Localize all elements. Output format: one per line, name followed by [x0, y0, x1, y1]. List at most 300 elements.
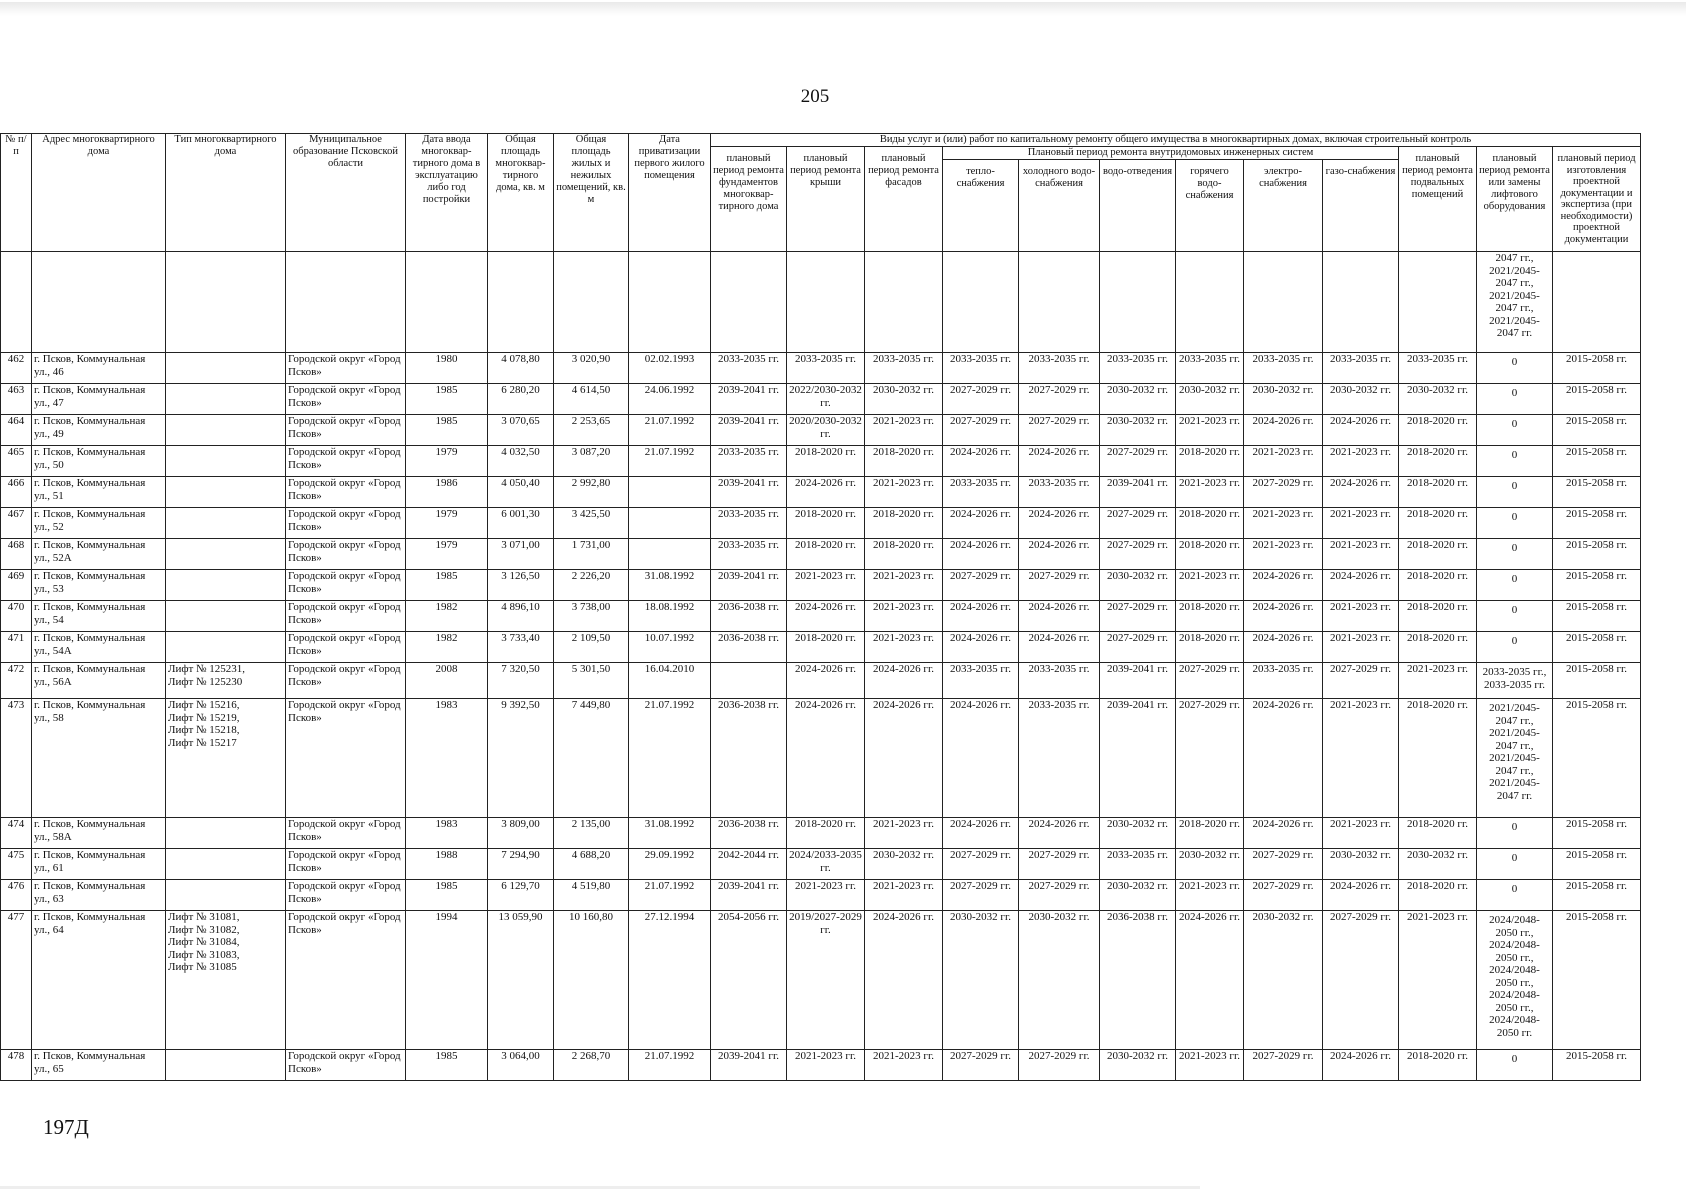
drain-period-cell: 2027-2029 гг. — [1100, 632, 1176, 663]
privatization-cell — [629, 477, 711, 508]
roof-period-cell: 2024-2026 гг. — [787, 663, 865, 699]
living-area-cell: 2 109,50 — [554, 632, 629, 663]
lift-period-cell — [1477, 818, 1553, 849]
address-cell: г. Псков, Коммунальная ул., 46 — [32, 353, 166, 384]
living-area-cell: 5 301,50 — [554, 663, 629, 699]
living-area-cell: 2 135,00 — [554, 818, 629, 849]
facade-period-cell: 2021-2023 гг. — [865, 818, 943, 849]
facade-period-cell: 2018-2020 гг. — [865, 539, 943, 570]
lift-period-cell — [1477, 601, 1553, 632]
living-area-cell: 3 020,90 — [554, 353, 629, 384]
address-cell: г. Псков, Коммунальная ул., 65 — [32, 1050, 166, 1081]
basement-period-cell: 2018-2020 гг. — [1399, 880, 1477, 911]
heat-period-cell: 2024-2026 гг. — [943, 508, 1019, 539]
drain-period-cell: 2030-2032 гг. — [1100, 570, 1176, 601]
lift-period-cell — [1477, 353, 1553, 384]
empty-cell — [943, 252, 1019, 353]
foundation-period-cell: 2033-2035 гг. — [711, 353, 787, 384]
empty-cell — [1, 252, 32, 353]
drain-period-cell: 2027-2029 гг. — [1100, 601, 1176, 632]
foundation-period-cell: 2036-2038 гг. — [711, 818, 787, 849]
cold-period-cell: 2024-2026 гг. — [1019, 601, 1100, 632]
empty-cell — [406, 252, 488, 353]
empty-cell — [1019, 252, 1100, 353]
cold-period-cell: 2024-2026 гг. — [1019, 818, 1100, 849]
privatization-cell: 31.08.1992 — [629, 570, 711, 601]
table-row — [1, 880, 1641, 911]
lift-period-cell — [1477, 446, 1553, 477]
address-cell: г. Псков, Коммунальная ул., 61 — [32, 849, 166, 880]
hot-period-cell: 2027-2029 гг. — [1176, 663, 1244, 699]
table-row — [1, 818, 1641, 849]
row-number: 466 — [1, 477, 32, 508]
privatization-cell: 27.12.1994 — [629, 911, 711, 1050]
gas-period-cell: 2021-2023 гг. — [1323, 446, 1399, 477]
row-number: 472 — [1, 663, 32, 699]
design-period-cell: 2015-2058 гг. — [1553, 699, 1641, 818]
roof-period-cell: 2020/2030-2032 гг. — [787, 415, 865, 446]
lift-period-cell — [1477, 849, 1553, 880]
date-built-cell: 1979 — [406, 508, 488, 539]
header-systems-title: Плановый период ремонта внутридомовых инженерных систем — [943, 147, 1399, 160]
total-area-cell: 4 032,50 — [488, 446, 554, 477]
date-built-cell: 1994 — [406, 911, 488, 1050]
table-body — [1, 252, 1641, 1081]
address-cell: г. Псков, Коммунальная ул., 58 — [32, 699, 166, 818]
cold-period-cell: 2027-2029 гг. — [1019, 880, 1100, 911]
date-built-cell: 1985 — [406, 880, 488, 911]
row-number: 469 — [1, 570, 32, 601]
table-row — [1, 446, 1641, 477]
drain-period-cell: 2030-2032 гг. — [1100, 1050, 1176, 1081]
type-cell — [166, 353, 286, 384]
drain-period-cell: 2033-2035 гг. — [1100, 353, 1176, 384]
lift-period-line: 2021/2045-2047 гг., — [1489, 702, 1540, 727]
type-cell — [166, 849, 286, 880]
elec-period-cell: 2027-2029 гг. — [1244, 880, 1323, 911]
basement-period-cell: 2018-2020 гг. — [1399, 1050, 1477, 1081]
living-area-cell: 4 519,80 — [554, 880, 629, 911]
type-cell — [166, 570, 286, 601]
cold-period-cell: 2027-2029 гг. — [1019, 384, 1100, 415]
lift-period-cell — [1477, 415, 1553, 446]
lift-period-line: 2024/2048-2050 гг., — [1489, 964, 1540, 989]
table-row — [1, 384, 1641, 415]
row-number: 470 — [1, 601, 32, 632]
address-cell: г. Псков, Коммунальная ул., 63 — [32, 880, 166, 911]
foundation-period-cell: 2036-2038 гг. — [711, 632, 787, 663]
lift-id: Лифт № 31085 — [168, 961, 237, 973]
design-period-cell: 2015-2058 гг. — [1553, 849, 1641, 880]
empty-cell — [629, 252, 711, 353]
living-area-cell: 4 614,50 — [554, 384, 629, 415]
lift-period-line: 2021/2045-2047 гг., — [1489, 752, 1540, 777]
privatization-cell: 21.07.1992 — [629, 880, 711, 911]
total-area-cell: 9 392,50 — [488, 699, 554, 818]
row-number: 468 — [1, 539, 32, 570]
municipality-cell: Городской округ «Город Псков» — [286, 508, 406, 539]
date-built-cell: 1982 — [406, 601, 488, 632]
privatization-cell: 21.07.1992 — [629, 699, 711, 818]
design-period-cell: 2015-2058 гг. — [1553, 415, 1641, 446]
hot-period-cell: 2018-2020 гг. — [1176, 539, 1244, 570]
address-cell: г. Псков, Коммунальная ул., 53 — [32, 570, 166, 601]
total-area-cell: 3 809,00 — [488, 818, 554, 849]
table-row — [1, 415, 1641, 446]
header-municipality: Муниципальное образование Псковской области — [286, 134, 406, 252]
empty-cell — [554, 252, 629, 353]
empty-cell — [1100, 252, 1176, 353]
facade-period-cell: 2024-2026 гг. — [865, 699, 943, 818]
facade-period-cell: 2021-2023 гг. — [865, 570, 943, 601]
address-cell: г. Псков, Коммунальная ул., 49 — [32, 415, 166, 446]
drain-period-cell: 2030-2032 гг. — [1100, 384, 1176, 415]
hot-period-cell: 2021-2023 гг. — [1176, 477, 1244, 508]
elec-period-cell: 2030-2032 гг. — [1244, 911, 1323, 1050]
table-row — [1, 601, 1641, 632]
address-cell: г. Псков, Коммунальная ул., 54 — [32, 601, 166, 632]
cold-period-cell: 2024-2026 гг. — [1019, 539, 1100, 570]
empty-cell — [1244, 252, 1323, 353]
hot-period-cell: 2033-2035 гг. — [1176, 353, 1244, 384]
roof-period-cell: 2019/2027-2029 гг. — [787, 911, 865, 1050]
basement-period-cell: 2018-2020 гг. — [1399, 818, 1477, 849]
basement-period-cell: 2018-2020 гг. — [1399, 699, 1477, 818]
lift-period-cell — [1477, 570, 1553, 601]
row-number: 467 — [1, 508, 32, 539]
address-cell: г. Псков, Коммунальная ул., 58А — [32, 818, 166, 849]
design-period-cell: 2015-2058 гг. — [1553, 446, 1641, 477]
municipality-cell: Городской округ «Город Псков» — [286, 384, 406, 415]
date-built-cell: 1983 — [406, 818, 488, 849]
address-cell: г. Псков, Коммунальная ул., 64 — [32, 911, 166, 1050]
header-heat: тепло-снабжения — [943, 160, 1019, 252]
lift-period-line: 0 — [1511, 604, 1518, 616]
roof-period-cell: 2024-2026 гг. — [787, 601, 865, 632]
foundation-period-cell — [711, 663, 787, 699]
row-number: 463 — [1, 384, 32, 415]
elec-period-cell: 2024-2026 гг. — [1244, 818, 1323, 849]
lift-period-line: 0 — [1511, 511, 1518, 523]
privatization-cell: 21.07.1992 — [629, 1050, 711, 1081]
roof-period-cell: 2024-2026 гг. — [787, 477, 865, 508]
municipality-cell: Городской округ «Город Псков» — [286, 477, 406, 508]
facade-period-cell: 2018-2020 гг. — [865, 446, 943, 477]
basement-period-cell: 2021-2023 гг. — [1399, 911, 1477, 1050]
basement-period-cell: 2033-2035 гг. — [1399, 353, 1477, 384]
total-area-cell: 4 896,10 — [488, 601, 554, 632]
elec-period-cell: 2024-2026 гг. — [1244, 570, 1323, 601]
type-cell — [166, 1050, 286, 1081]
header-hot-water: горячего водо-снабжения — [1176, 160, 1244, 252]
lift-line: 2021/2045-2047 гг., — [1489, 289, 1540, 314]
date-built-cell: 1986 — [406, 477, 488, 508]
header-address: Адрес многоквартирного дома — [32, 134, 166, 252]
heat-period-cell: 2027-2029 гг. — [943, 849, 1019, 880]
address-cell: г. Псков, Коммунальная ул., 50 — [32, 446, 166, 477]
header-lift: плановый период ремонта или замены лифтового оборудования — [1477, 147, 1553, 252]
lift-id: Лифт № 31083, — [168, 948, 240, 961]
foundation-period-cell: 2036-2038 гг. — [711, 699, 787, 818]
address-cell: г. Псков, Коммунальная ул., 54А — [32, 632, 166, 663]
repair-program-table — [0, 133, 1641, 1081]
header-gas: газо-снабжения — [1323, 160, 1399, 252]
type-cell — [166, 880, 286, 911]
total-area-cell: 7 320,50 — [488, 663, 554, 699]
privatization-cell — [629, 539, 711, 570]
privatization-cell: 02.02.1993 — [629, 353, 711, 384]
roof-period-cell: 2018-2020 гг. — [787, 539, 865, 570]
gas-period-cell: 2033-2035 гг. — [1323, 353, 1399, 384]
hot-period-cell: 2027-2029 гг. — [1176, 699, 1244, 818]
header-date-built: Дата ввода многоквар-тирного дома в эксплуатацию либо год постройки — [406, 134, 488, 252]
living-area-cell: 2 268,70 — [554, 1050, 629, 1081]
privatization-cell: 21.07.1992 — [629, 446, 711, 477]
drain-period-cell: 2039-2041 гг. — [1100, 477, 1176, 508]
header-group-title: Виды услуг и (или) работ по капитальному ремонту общего имущества в многоквартирных домах, включая строительный контроль — [711, 134, 1641, 147]
elec-period-cell: 2024-2026 гг. — [1244, 699, 1323, 818]
hot-period-cell: 2018-2020 гг. — [1176, 632, 1244, 663]
elec-period-cell: 2024-2026 гг. — [1244, 632, 1323, 663]
lift-period-cell — [1477, 539, 1553, 570]
gas-period-cell: 2027-2029 гг. — [1323, 911, 1399, 1050]
facade-period-cell: 2033-2035 гг. — [865, 353, 943, 384]
lift-period-line: 0 — [1511, 852, 1518, 864]
lift-period-line: 0 — [1511, 542, 1518, 554]
date-built-cell: 1980 — [406, 353, 488, 384]
lift-period-line: 0 — [1511, 821, 1518, 833]
gas-period-cell: 2027-2029 гг. — [1323, 663, 1399, 699]
empty-cell — [286, 252, 406, 353]
privatization-cell — [629, 508, 711, 539]
cold-period-cell: 2024-2026 гг. — [1019, 446, 1100, 477]
empty-cell — [865, 252, 943, 353]
empty-cell — [711, 252, 787, 353]
lift-period-line: 2024/2048-2050 гг., — [1489, 914, 1540, 939]
lift-id: Лифт № 125230 — [168, 675, 243, 688]
facade-period-cell: 2018-2020 гг. — [865, 508, 943, 539]
total-area-cell: 3 064,00 — [488, 1050, 554, 1081]
lift-id: Лифт № 15217 — [168, 736, 237, 749]
lift-id: Лифт № 15216, — [168, 699, 240, 711]
municipality-cell: Городской округ «Город Псков» — [286, 663, 406, 699]
municipality-cell: Городской округ «Город Псков» — [286, 632, 406, 663]
heat-period-cell: 2027-2029 гг. — [943, 1050, 1019, 1081]
total-area-cell: 7 294,90 — [488, 849, 554, 880]
header-privatization: Дата приватизации первого жилого помещения — [629, 134, 711, 252]
drain-period-cell: 2030-2032 гг. — [1100, 880, 1176, 911]
heat-period-cell: 2024-2026 гг. — [943, 699, 1019, 818]
empty-cell — [787, 252, 865, 353]
gas-period-cell: 2021-2023 гг. — [1323, 508, 1399, 539]
header-facade: плановый период ремонта фасадов — [865, 147, 943, 252]
design-period-cell: 2015-2058 гг. — [1553, 818, 1641, 849]
design-period-cell: 2015-2058 гг. — [1553, 663, 1641, 699]
basement-period-cell: 2018-2020 гг. — [1399, 570, 1477, 601]
lift-period-line: 0 — [1511, 356, 1518, 368]
basement-period-cell: 2018-2020 гг. — [1399, 632, 1477, 663]
stamp-code: 197Д — [43, 1115, 89, 1139]
hot-period-cell: 2030-2032 гг. — [1176, 384, 1244, 415]
empty-cell — [1176, 252, 1244, 353]
municipality-cell: Городской округ «Город Псков» — [286, 699, 406, 818]
facade-period-cell: 2021-2023 гг. — [865, 415, 943, 446]
lift-period-cell — [1477, 663, 1553, 699]
lift-period-line: 0 — [1511, 387, 1518, 399]
privatization-cell: 10.07.1992 — [629, 632, 711, 663]
address-cell: г. Псков, Коммунальная ул., 52А — [32, 539, 166, 570]
heat-period-cell: 2024-2026 гг. — [943, 601, 1019, 632]
header-num: № п/п — [1, 134, 32, 252]
lift-line: 2047 гг., — [1495, 252, 1534, 264]
privatization-cell: 21.07.1992 — [629, 415, 711, 446]
type-cell — [166, 539, 286, 570]
municipality-cell: Городской округ «Город Псков» — [286, 911, 406, 1050]
type-cell — [166, 446, 286, 477]
heat-period-cell: 2024-2026 гг. — [943, 446, 1019, 477]
lift-period-cell — [1477, 1050, 1553, 1081]
total-area-cell: 6 280,20 — [488, 384, 554, 415]
drain-period-cell: 2033-2035 гг. — [1100, 849, 1176, 880]
heat-period-cell: 2024-2026 гг. — [943, 539, 1019, 570]
date-built-cell: 2008 — [406, 663, 488, 699]
total-area-cell: 6 001,30 — [488, 508, 554, 539]
date-built-cell: 1985 — [406, 1050, 488, 1081]
lift-period-line: 2033-2035 гг. — [1484, 678, 1545, 691]
lift-period-cell — [1477, 911, 1553, 1050]
type-cell — [166, 415, 286, 446]
heat-period-cell: 2027-2029 гг. — [943, 570, 1019, 601]
basement-period-cell: 2021-2023 гг. — [1399, 663, 1477, 699]
facade-period-cell: 2021-2023 гг. — [865, 880, 943, 911]
facade-period-cell: 2021-2023 гг. — [865, 1050, 943, 1081]
heat-period-cell: 2024-2026 гг. — [943, 818, 1019, 849]
type-cell — [166, 508, 286, 539]
date-built-cell: 1985 — [406, 384, 488, 415]
foundation-period-cell: 2039-2041 гг. — [711, 415, 787, 446]
row-number: 462 — [1, 353, 32, 384]
empty-cell — [1399, 252, 1477, 353]
design-period-cell: 2015-2058 гг. — [1553, 1050, 1641, 1081]
table-row — [1, 477, 1641, 508]
hot-period-cell: 2024-2026 гг. — [1176, 911, 1244, 1050]
foundation-period-cell: 2036-2038 гг. — [711, 601, 787, 632]
gas-period-cell: 2021-2023 гг. — [1323, 818, 1399, 849]
foundation-period-cell: 2033-2035 гг. — [711, 508, 787, 539]
row-number: 475 — [1, 849, 32, 880]
heat-period-cell: 2024-2026 гг. — [943, 632, 1019, 663]
roof-period-cell: 2024/2033-2035 гг. — [787, 849, 865, 880]
cold-period-cell: 2027-2029 гг. — [1019, 1050, 1100, 1081]
header-drainage: водо-отведения — [1100, 160, 1176, 252]
table-row — [1, 1050, 1641, 1081]
total-area-cell: 3 071,00 — [488, 539, 554, 570]
foundation-period-cell: 2039-2041 гг. — [711, 384, 787, 415]
basement-period-cell: 2018-2020 гг. — [1399, 477, 1477, 508]
total-area-cell: 13 059,90 — [488, 911, 554, 1050]
municipality-cell: Городской округ «Город Псков» — [286, 446, 406, 477]
type-cell — [166, 911, 286, 1050]
header-electric: электро-снабжения — [1244, 160, 1323, 252]
privatization-cell: 24.06.1992 — [629, 384, 711, 415]
lift-id: Лифт № 31082, — [168, 923, 240, 936]
cold-period-cell: 2033-2035 гг. — [1019, 663, 1100, 699]
living-area-cell: 2 226,20 — [554, 570, 629, 601]
row-number: 471 — [1, 632, 32, 663]
privatization-cell: 31.08.1992 — [629, 818, 711, 849]
total-area-cell: 6 129,70 — [488, 880, 554, 911]
lift-period-line: 2024/2048-2050 гг. — [1489, 1014, 1540, 1039]
municipality-cell: Городской округ «Город Псков» — [286, 849, 406, 880]
basement-period-cell: 2018-2020 гг. — [1399, 415, 1477, 446]
address-cell: г. Псков, Коммунальная ул., 47 — [32, 384, 166, 415]
lift-period-line: 0 — [1511, 418, 1518, 430]
heat-period-cell: 2027-2029 гг. — [943, 415, 1019, 446]
gas-period-cell: 2024-2026 гг. — [1323, 477, 1399, 508]
total-area-cell: 4 078,80 — [488, 353, 554, 384]
gas-period-cell: 2024-2026 гг. — [1323, 880, 1399, 911]
living-area-cell: 2 253,65 — [554, 415, 629, 446]
roof-period-cell: 2033-2035 гг. — [787, 353, 865, 384]
carry-over-lift-cell — [1477, 252, 1553, 353]
lift-period-line: 0 — [1511, 480, 1518, 492]
total-area-cell: 3 070,65 — [488, 415, 554, 446]
lift-period-line: 2021/2045-2047 гг. — [1489, 777, 1540, 802]
table-row — [1, 539, 1641, 570]
elec-period-cell: 2024-2026 гг. — [1244, 415, 1323, 446]
page-number: 205 — [800, 86, 830, 107]
lift-period-cell — [1477, 384, 1553, 415]
elec-period-cell: 2027-2029 гг. — [1244, 1050, 1323, 1081]
gas-period-cell: 2021-2023 гг. — [1323, 632, 1399, 663]
total-area-cell: 4 050,40 — [488, 477, 554, 508]
municipality-cell: Городской округ «Город Псков» — [286, 601, 406, 632]
lift-period-line: 2024/2048-2050 гг., — [1489, 939, 1540, 964]
lift-period-cell — [1477, 880, 1553, 911]
row-number: 476 — [1, 880, 32, 911]
lift-id: Лифт № 125231, — [168, 663, 246, 675]
hot-period-cell: 2021-2023 гг. — [1176, 570, 1244, 601]
privatization-cell: 29.09.1992 — [629, 849, 711, 880]
type-cell — [166, 818, 286, 849]
cold-period-cell: 2024-2026 гг. — [1019, 632, 1100, 663]
lift-id: Лифт № 31084, — [168, 936, 240, 948]
living-area-cell: 4 688,20 — [554, 849, 629, 880]
gas-period-cell: 2021-2023 гг. — [1323, 699, 1399, 818]
heat-period-cell: 2033-2035 гг. — [943, 663, 1019, 699]
empty-cell — [1553, 252, 1641, 353]
row-number: 478 — [1, 1050, 32, 1081]
basement-period-cell: 2018-2020 гг. — [1399, 601, 1477, 632]
address-cell: г. Псков, Коммунальная ул., 51 — [32, 477, 166, 508]
table-row — [1, 849, 1641, 880]
date-built-cell: 1985 — [406, 570, 488, 601]
municipality-cell: Городской округ «Город Псков» — [286, 415, 406, 446]
foundation-period-cell: 2039-2041 гг. — [711, 477, 787, 508]
lift-period-line: 2024/2048-2050 гг., — [1489, 989, 1540, 1014]
cold-period-cell: 2033-2035 гг. — [1019, 699, 1100, 818]
lift-id: Лифт № 15218, — [168, 724, 240, 736]
hot-period-cell: 2018-2020 гг. — [1176, 818, 1244, 849]
date-built-cell: 1979 — [406, 446, 488, 477]
foundation-period-cell: 2033-2035 гг. — [711, 446, 787, 477]
gas-period-cell: 2021-2023 гг. — [1323, 539, 1399, 570]
gas-period-cell: 2030-2032 гг. — [1323, 849, 1399, 880]
hot-period-cell: 2018-2020 гг. — [1176, 508, 1244, 539]
total-area-cell: 3 733,40 — [488, 632, 554, 663]
basement-period-cell: 2018-2020 гг. — [1399, 539, 1477, 570]
lift-line: 2021/2045-2047 гг. — [1489, 314, 1540, 339]
